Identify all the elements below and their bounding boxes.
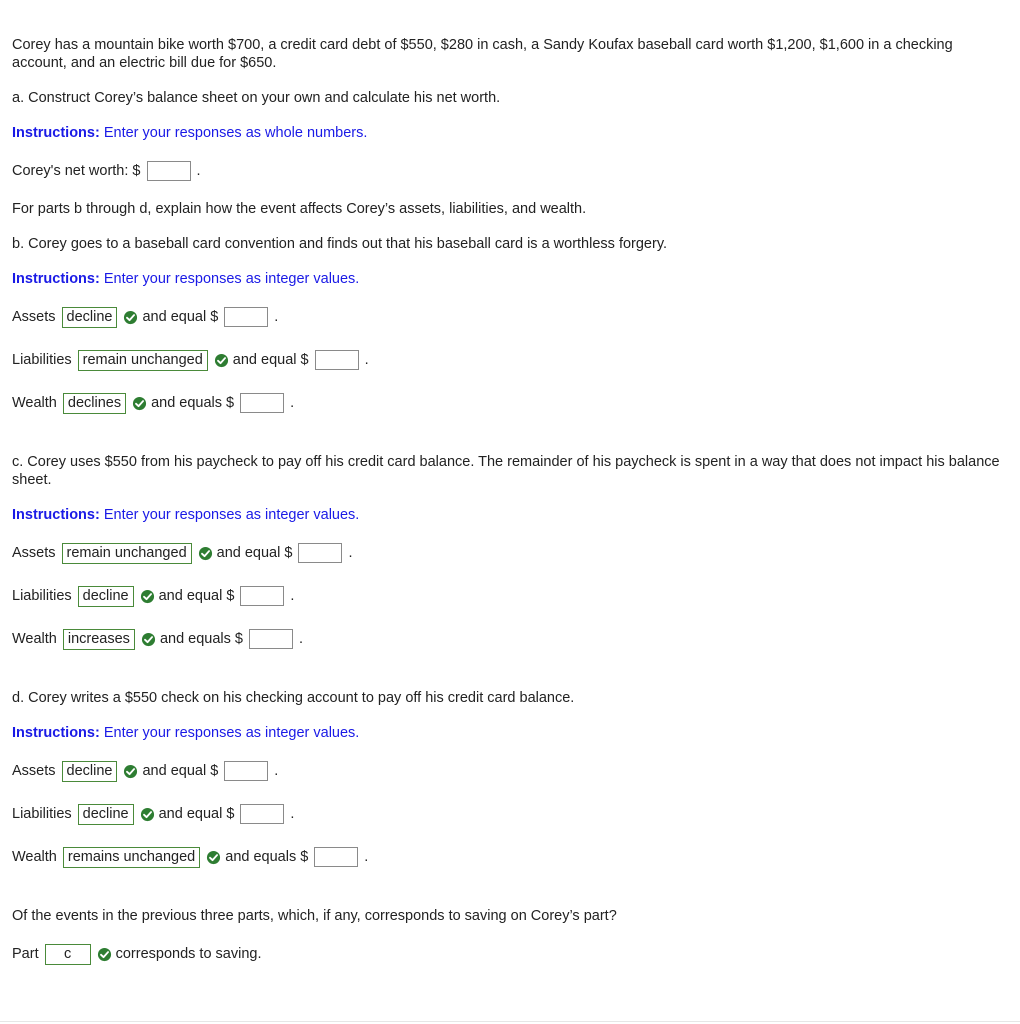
period: . <box>290 806 295 822</box>
period: . <box>290 395 295 411</box>
check-circle-icon <box>123 764 138 779</box>
assets-label: Assets <box>12 763 56 779</box>
saving-question: Of the events in the previous three parts, which, if any, corresponds to saving on Corey’s part? <box>12 908 617 924</box>
period: . <box>364 849 369 865</box>
assets-label: Assets <box>12 309 56 325</box>
liabilities-input[interactable] <box>315 350 359 370</box>
liabilities-dropdown[interactable]: decline <box>78 586 134 607</box>
equals-text: and equals $ <box>159 631 243 647</box>
saving-answer-row <box>12 942 1002 966</box>
equal-text: and equal $ <box>158 588 235 604</box>
part-d-prompt: d. Corey writes a $550 check on his checking account to pay off his credit card balance. <box>12 690 575 706</box>
equal-text: and equal $ <box>158 806 235 822</box>
wealth-label: Wealth <box>12 395 57 411</box>
check-circle-icon <box>198 546 213 561</box>
wealth-input[interactable] <box>314 847 358 867</box>
check-circle-icon <box>214 353 229 368</box>
check-circle-icon <box>206 850 221 865</box>
period: . <box>274 763 279 779</box>
check-circle-icon <box>141 632 156 647</box>
part-c-assets-row <box>12 541 1002 565</box>
net-worth-row <box>12 159 1002 183</box>
period: . <box>364 352 369 368</box>
part-c-prompt: c. Corey uses $550 from his paycheck to pay off his credit card balance. The remainder of his paycheck is spent in a way that does not impact his balance sheet. <box>12 454 1000 488</box>
part-label: Part <box>12 946 39 962</box>
wealth-input[interactable] <box>249 629 293 649</box>
equal-text: and equal $ <box>142 309 219 325</box>
part-d-liabilities-row <box>12 802 1002 826</box>
check-circle-icon <box>140 807 155 822</box>
equal-text: and equal $ <box>142 763 219 779</box>
period: . <box>274 309 279 325</box>
part-b-assets-row <box>12 305 1002 329</box>
period: . <box>290 588 295 604</box>
liabilities-label: Liabilities <box>12 806 72 822</box>
problem-statement: Corey has a mountain bike worth $700, a credit card debt of $550, $280 in cash, a Sandy Koufax baseball card worth $1,200, $1,600 in a checking account, and an electric bill due for $650. <box>12 37 953 71</box>
net-worth-input[interactable] <box>147 161 191 181</box>
period: . <box>298 631 304 647</box>
part-b-instructions <box>12 270 1002 288</box>
instructions-text: Enter your responses as integer values. <box>99 271 360 287</box>
parts-bd-intro: For parts b through d, explain how the event affects Corey’s assets, liabilities, and wealth. <box>12 201 587 217</box>
part-c-instructions <box>12 506 1002 524</box>
liabilities-label: Liabilities <box>12 352 72 368</box>
liabilities-dropdown[interactable]: decline <box>78 804 134 825</box>
instructions-text: Enter your responses as integer values. <box>99 725 360 741</box>
wealth-dropdown[interactable]: declines <box>63 393 126 414</box>
check-circle-icon <box>140 589 155 604</box>
assets-input[interactable] <box>224 307 268 327</box>
part-d-assets-row <box>12 759 1002 783</box>
instructions-label: Instructions: <box>12 507 100 523</box>
wealth-dropdown[interactable]: increases <box>63 629 135 650</box>
assets-label: Assets <box>12 545 56 561</box>
wealth-label: Wealth <box>12 631 57 647</box>
check-circle-icon <box>132 396 147 411</box>
liabilities-dropdown[interactable]: remain unchanged <box>78 350 208 371</box>
instructions-label: Instructions: <box>12 271 100 287</box>
period: . <box>196 163 201 179</box>
assets-dropdown[interactable]: remain unchanged <box>62 543 192 564</box>
wealth-dropdown[interactable]: remains unchanged <box>63 847 200 868</box>
liabilities-input[interactable] <box>240 804 284 824</box>
question-page <box>12 36 1002 966</box>
equal-text: and equal $ <box>232 352 309 368</box>
wealth-input[interactable] <box>240 393 284 413</box>
assets-dropdown[interactable]: decline <box>62 761 118 782</box>
assets-dropdown[interactable]: decline <box>62 307 118 328</box>
part-a-instructions <box>12 124 1002 142</box>
part-a-prompt: a. Construct Corey’s balance sheet on your own and calculate his net worth. <box>12 90 501 106</box>
part-d-instructions <box>12 724 1002 742</box>
net-worth-label: Corey's net worth: $ <box>12 163 141 179</box>
instructions-text: Enter your responses as whole numbers. <box>99 125 368 141</box>
part-b-liabilities-row <box>12 348 1002 372</box>
part-b-wealth-row <box>12 391 1002 415</box>
part-d-wealth-row <box>12 845 1002 869</box>
check-circle-icon <box>123 310 138 325</box>
equals-text: and equals $ <box>151 395 235 411</box>
part-b-prompt: b. Corey goes to a baseball card convention and finds out that his baseball card is a worthless forgery. <box>12 236 668 252</box>
equal-text: and equal $ <box>216 545 293 561</box>
period: . <box>348 545 353 561</box>
part-c-liabilities-row <box>12 584 1002 608</box>
liabilities-input[interactable] <box>240 586 284 606</box>
corresponds-text: corresponds to saving. <box>115 946 262 962</box>
check-circle-icon <box>97 947 112 962</box>
equals-text: and equals $ <box>225 849 309 865</box>
instructions-label: Instructions: <box>12 725 100 741</box>
assets-input[interactable] <box>298 543 342 563</box>
liabilities-label: Liabilities <box>12 588 72 604</box>
part-dropdown[interactable]: c <box>45 944 91 965</box>
instructions-label: Instructions: <box>12 125 100 141</box>
assets-input[interactable] <box>224 761 268 781</box>
bottom-divider <box>0 1021 1020 1022</box>
part-c-wealth-row <box>12 627 1002 651</box>
instructions-text: Enter your responses as integer values. <box>99 507 360 523</box>
wealth-label: Wealth <box>12 849 57 865</box>
